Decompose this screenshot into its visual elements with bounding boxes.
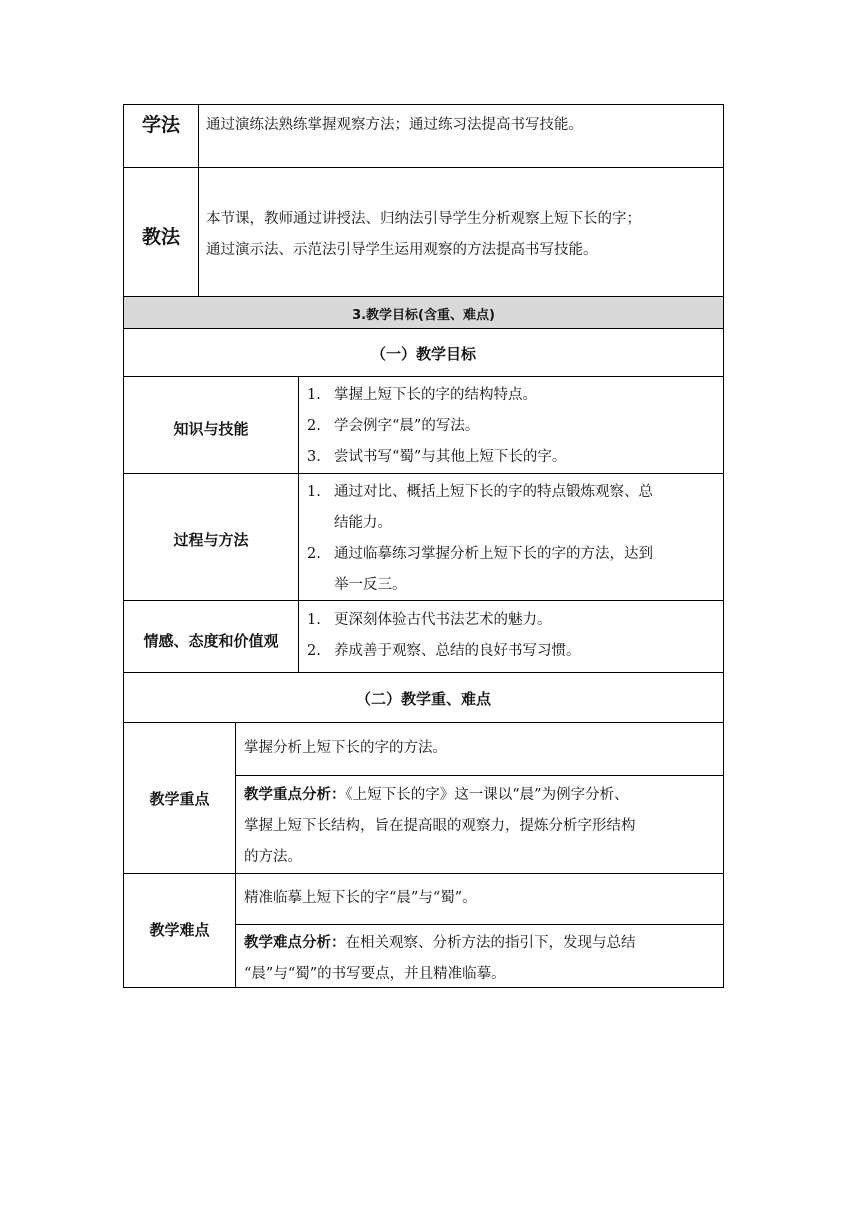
nandian-analysis-label: 教学难点分析：: [244, 935, 346, 951]
xuefa-label: 学法: [141, 114, 180, 136]
zhongdian-analysis: 教学重点分析：《上短下长的字》这一课以“晨”为例字分析、 掌握上短下长结构，旨在提高眼的观察力，提炼分析字形结构 的方法。: [244, 787, 636, 865]
jiaofa-label: 教法: [141, 226, 180, 248]
goal-items-list: [307, 605, 717, 667]
goal-row-label: 过程与方法: [173, 531, 249, 549]
jiaofa-line: 本节课，教师通过讲授法、归纳法引导学生分析观察上短下长的字；: [206, 211, 641, 227]
goal-items-list: [307, 477, 717, 601]
zhongdian-label: 教学重点: [149, 790, 210, 808]
list-item: 2. 学会例字“晨”的写法。: [307, 418, 480, 434]
zhongdian-text: 掌握分析上短下长的字的方法。: [244, 740, 447, 756]
list-item: 1. 掌握上短下长的字的结构特点。: [307, 387, 537, 403]
jiaofa-line: 通过演示法、示范法引导学生运用观察的方法提高书写技能。: [206, 242, 598, 258]
jiaofa-text: [206, 204, 720, 266]
nandian-text: 精准临摹上短下长的字“晨”与“蜀”。: [244, 890, 477, 906]
section-3-title: 3.教学目标(含重、难点): [352, 308, 495, 323]
list-item: 1. 通过对比、概括上短下长的字的特点锻炼观察、总 结能力。: [307, 484, 653, 531]
xuefa-text: 通过演练法熟练掌握观察方法；通过练习法提高书写技能。: [206, 117, 583, 133]
list-item: 3. 尝试书写“蜀”与其他上短下长的字。: [307, 449, 567, 465]
goal-row-label: 情感、态度和价值观: [143, 632, 279, 650]
list-item: 2. 养成善于观察、总结的良好书写习惯。: [307, 643, 581, 659]
keypoints-heading: （二）教学重、难点: [355, 690, 491, 708]
goal-row-label: 知识与技能: [173, 420, 249, 438]
nandian-analysis: 教学难点分析：在相关观察、分析方法的指引下，发现与总结 “晨”与“蜀”的书写要点，并且精准临摹。: [244, 935, 636, 982]
goals-heading: （一）教学目标: [370, 345, 476, 363]
goal-items-list: [307, 380, 717, 473]
nandian-label: 教学难点: [149, 921, 210, 939]
zhongdian-analysis-label: 教学重点分析：: [244, 787, 346, 803]
list-item: 1. 更深刻体验古代书法艺术的魅力。: [307, 612, 552, 628]
list-item: 2. 通过临摹练习掌握分析上短下长的字的方法，达到 举一反三。: [307, 546, 653, 593]
